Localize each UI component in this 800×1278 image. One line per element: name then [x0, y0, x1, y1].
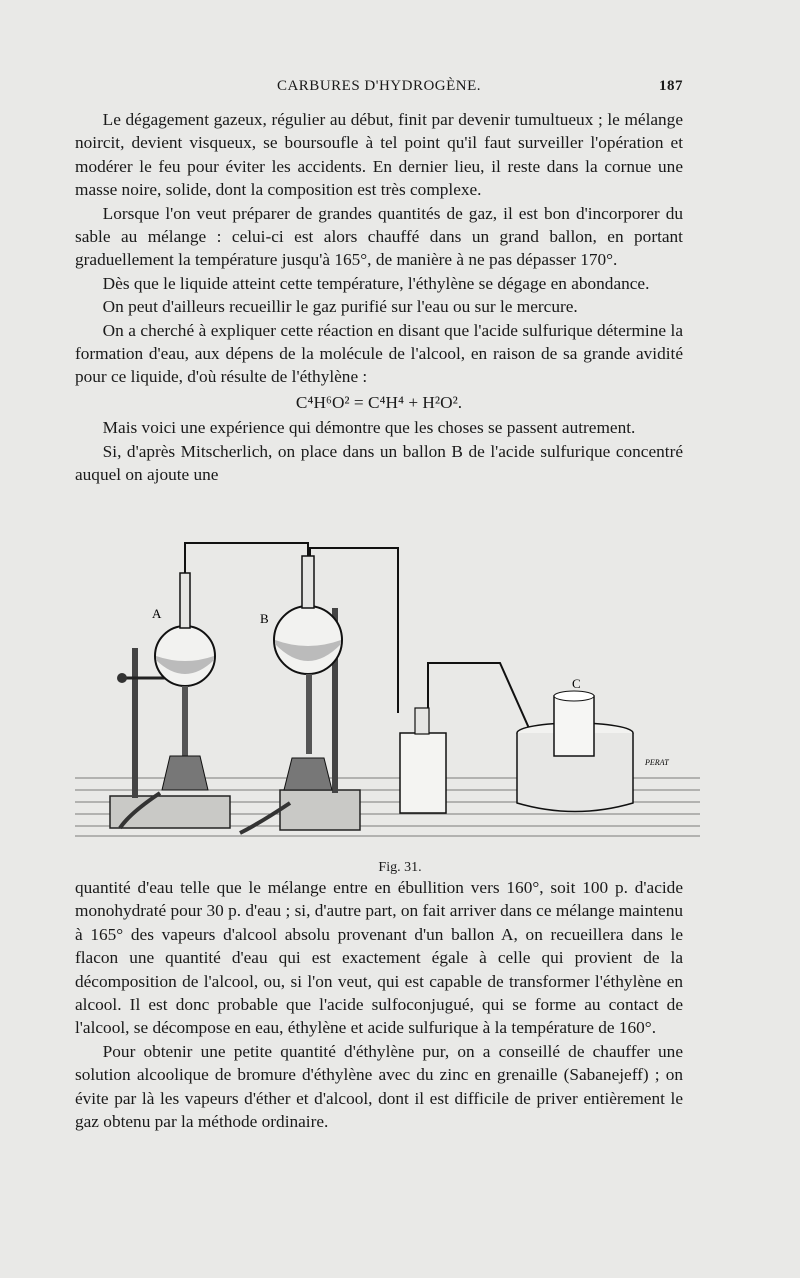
apparatus-illustration: [70, 528, 710, 858]
label-b: B: [260, 611, 269, 626]
paragraph: quantité d'eau telle que le mélange entre en ébullition vers 160°, soit 100 p. d'acide monohydraté pour 30 p. d'eau ; si, d'autre part, on fait arriver dans ce mélange maintenu à 165° des vapeurs d'alcool absolu provenant d'un ballon A, on recueillera dans le flacon une quantité d'eau qui est exactement égale à celle qui provient de la décomposition de l'alcool, ou, si l'on veut, qui est capable de transformer l'éthylène en alcool. Il est donc probable que l'acide sulfoconjugué, qui se forme au contact de l'alcool, se décompose en eau, éthylène et acide sulfurique à la température de 160°.: [75, 878, 683, 1038]
paragraph: On a cherché à expliquer cette réaction en disant que l'acide sulfurique détermine la formation d'eau, aux dépens de la molécule de l'alcool, en raison de sa grande avidité pour ce liquide, d'où résulte de l'éthylène :: [75, 320, 683, 387]
label-c: C: [572, 676, 581, 691]
paragraph: Si, d'après Mitscherlich, on place dans un ballon B de l'acide sulfurique concentré auquel on ajoute une: [75, 441, 683, 485]
running-title: CARBURES D'HYDROGÈNE.: [276, 78, 482, 94]
page-number: 187: [659, 78, 683, 94]
figure-caption: Fig. 31.: [378, 860, 422, 875]
chemical-equation: C⁴H⁶O² = C⁴H⁴ + H²O².: [295, 392, 463, 412]
paragraph: Pour obtenir une petite quantité d'éthylène pur, on a conseillé de chauffer une solution alcoolique de bromure d'éthylène avec du zinc en grenaille (Sabanejeff) ; on évite par là les vapeurs d'éther et d'alcool, dont il est difficile de priver entièrement le gaz obtenu par la méthode ordinaire.: [75, 1041, 683, 1132]
paragraph: Mais voici une expérience qui démontre que les choses se passent autrement.: [102, 418, 636, 438]
engraver-signature: PERAT: [645, 758, 669, 767]
paragraph: Lorsque l'on veut préparer de grandes quantités de gaz, il est bon d'incorporer du sable au mélange : celui-ci est alors chauffé dans un grand ballon, en portant graduellement la température jusqu'à 165°, de manière à ne pas dépasser 170°.: [75, 203, 683, 270]
text-block-top: [75, 108, 683, 487]
apparatus-drawing: [70, 528, 710, 858]
text-block-bottom: [75, 876, 683, 1133]
paragraph: On peut d'ailleurs recueillir le gaz purifié sur l'eau ou sur le mercure.: [102, 297, 578, 317]
label-a: A: [152, 606, 162, 621]
paragraph: Le dégagement gazeux, régulier au début, finit par devenir tumultueux ; le mélange noircit, devient visqueux, se boursoufle à tel point qu'il faut surveiller l'opération et modérer le feu pour éviter les accidents. En dernier lieu, il reste dans la cornue une masse noire, solide, dont la composition est très complexe.: [75, 110, 683, 200]
paragraph: Dès que le liquide atteint cette température, l'éthylène se dégage en abondance.: [102, 273, 650, 293]
page-header: [75, 78, 683, 100]
